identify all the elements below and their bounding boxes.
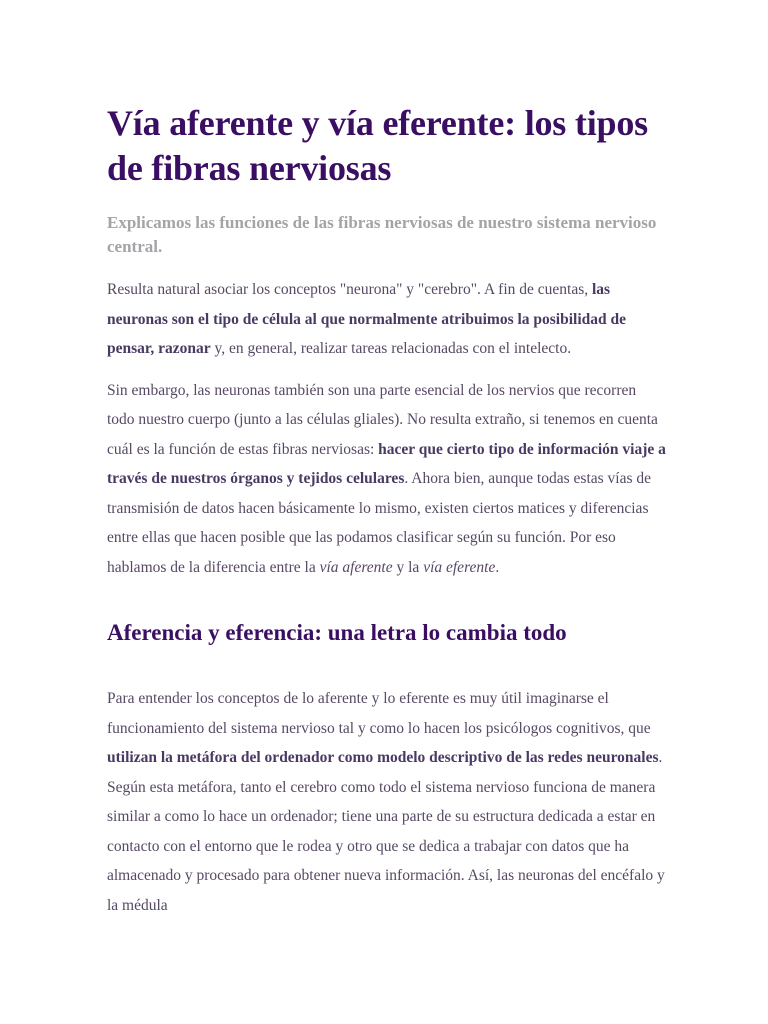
paragraph-text: Sin embargo, las neuronas también son una parte esencial de los nervios que recorren todo nuestro cuerpo (junto a las células gliales). No resulta extraño, si tenemos en cuenta cuál es la función de estas fibras nerviosas: bbox=[107, 381, 658, 458]
paragraph-1 bbox=[107, 275, 667, 364]
italic-term: vía eferente bbox=[423, 558, 496, 576]
paragraph-3 bbox=[107, 684, 667, 920]
article-subtitle: Explicamos las funciones de las fibras nerviosas de nuestro sistema nervioso central. bbox=[107, 213, 657, 256]
bold-text: utilizan la metáfora del ordenador como modelo descriptivo de las redes neuronales bbox=[107, 749, 659, 766]
bold-text: las neuronas son el tipo de célula al que normalmente atribuimos la posibilidad de pensar, razonar bbox=[107, 281, 627, 357]
section-heading: Aferencia y eferencia: una letra lo cambia todo bbox=[107, 620, 567, 645]
paragraph-text: . Ahora bien, aunque todas estas vías de transmisión de datos hacen básicamente lo mismo, existen ciertos matices y diferencias entre ellas que hacen posible que las podamos clasificar según su función. Por eso hablamos de la diferencia entre la bbox=[107, 470, 652, 576]
paragraph-text: y, en general, realizar tareas relacionadas con el intelecto. bbox=[210, 340, 572, 357]
paragraph-text: . Según esta metáfora, tanto el cerebro como todo el sistema nervioso funciona de manera similar a como lo hace un ordenador; tiene una parte de su estructura dedicada a estar en contacto con el entorno que le rodea y otro que se dedica a trabajar con datos que ha almacenado y procesado para obtener nueva información. Así, las neuronas del encéfalo y la médula bbox=[107, 749, 665, 914]
article bbox=[107, 101, 667, 920]
paragraph-text: y la bbox=[392, 558, 424, 576]
italic-term: vía aferente bbox=[319, 558, 393, 576]
paragraph-text: . bbox=[495, 558, 500, 576]
bold-text: hacer que cierto tipo de información viaje a través de nuestros órganos y tejidos celulares bbox=[107, 440, 666, 487]
paragraph-text: Resulta natural asociar los conceptos "neurona" y "cerebro". A fin de cuentas, bbox=[107, 281, 592, 298]
article-title: Vía aferente y vía eferente: los tipos de fibras nerviosas bbox=[107, 103, 648, 188]
paragraph-text: Para entender los conceptos de lo aferente y lo eferente es muy útil imaginarse el funcionamiento del sistema nervioso tal y como lo hacen los psicólogos cognitivos, que bbox=[107, 690, 651, 737]
paragraph-2 bbox=[107, 376, 667, 583]
